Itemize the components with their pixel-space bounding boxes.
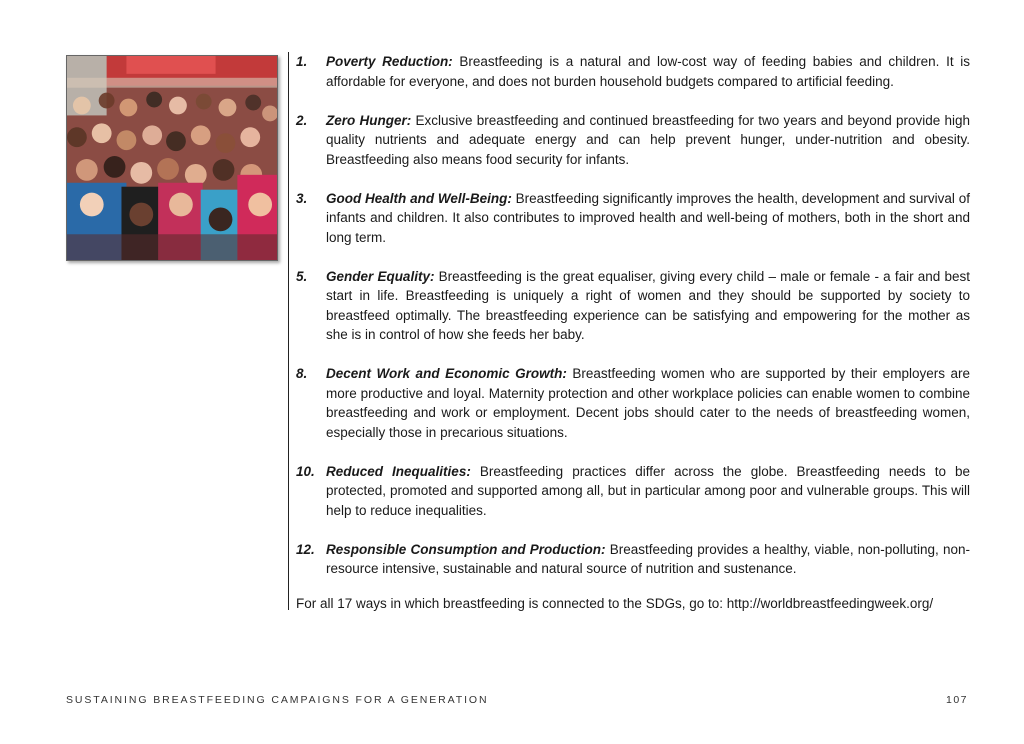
- item-number: 12.: [296, 541, 315, 557]
- item-text: Exclusive breastfeeding and continued breastfeeding for two years and beyond provide high quality nutrients and adequate energy and can help prevent hunger, under-nutrition and obesity. Breastfeeding also means food security for infants.: [326, 112, 970, 167]
- item-title: Responsible Consumption and Production:: [326, 541, 606, 557]
- list-item: [296, 267, 970, 345]
- running-head: SUSTAINING BREASTFEEDING CAMPAIGNS FOR A GENERATION: [66, 694, 489, 706]
- list-item: [296, 462, 970, 521]
- item-number: 3.: [296, 190, 308, 206]
- item-title: Decent Work and Economic Growth:: [326, 366, 567, 381]
- item-text: Breastfeeding significantly improves the health, development and survival of infants and children. It also contributes to improved health and well-being of mothers, both in the short and long term.: [326, 190, 970, 245]
- item-number: 10.: [296, 463, 315, 479]
- item-body: [326, 111, 970, 170]
- list-item: [296, 540, 970, 579]
- list-item: [296, 189, 970, 248]
- item-body: [326, 52, 970, 91]
- sdg-list: [296, 52, 970, 598]
- crowd-photo-image: [67, 56, 277, 260]
- sdg-link-note: For all 17 ways in which breastfeeding is connected to the SDGs, go to: http://worldbreastfeedingweek.org/: [296, 596, 934, 611]
- item-body: [326, 189, 970, 248]
- item-body: [326, 267, 970, 345]
- item-text: Breastfeeding is the great equaliser, giving every child – male or female - a fair and best start in life. Breastfeeding is uniquely a right of women and they should be supported by society to breastfeed optimally. The breastfeeding experience can be satisfying and empowering for the mother as she is in control of how she feeds her baby.: [326, 268, 970, 342]
- item-text: Breastfeeding provides a healthy, viable, non-polluting, non-resource intensive, sustainable and natural source of nutrition and sustenance.: [326, 541, 970, 576]
- item-title: Reduced Inequalities:: [326, 463, 471, 479]
- item-body: [326, 462, 970, 521]
- list-item: [296, 111, 970, 170]
- item-text: Breastfeeding is a natural and low-cost way of feeding babies and children. It is affordable for everyone, and does not burden household budgets compared to artificial feeding.: [326, 54, 970, 89]
- item-title: Gender Equality:: [326, 268, 435, 284]
- vertical-rule: [288, 52, 289, 610]
- crowd-photo: [66, 55, 278, 261]
- item-title: Good Health and Well-Being:: [326, 190, 512, 206]
- item-number: 5.: [296, 268, 308, 284]
- page-number: 107: [946, 694, 969, 706]
- item-number: 8.: [296, 366, 308, 381]
- item-text: Breastfeeding women who are supported by their employers are more productive and loyal. Maternity protection and other workplace policies can enable women to combine breastfeeding and work or employment. Decent jobs should cater to the needs of breastfeeding women, especially those in precarious situations.: [326, 366, 970, 440]
- list-item: [296, 364, 970, 442]
- item-text: Breastfeeding practices differ across the globe. Breastfeeding needs to be protected, promoted and supported among all, but in particular among poor and vulnerable groups. This will help to reduce inequalities.: [326, 463, 971, 518]
- item-number: 2.: [296, 112, 308, 128]
- item-title: Poverty Reduction:: [326, 54, 453, 69]
- list-item: [296, 52, 970, 91]
- item-body: [326, 364, 970, 442]
- item-title: Zero Hunger:: [326, 112, 412, 128]
- item-body: [326, 540, 970, 579]
- item-number: 1.: [296, 54, 308, 69]
